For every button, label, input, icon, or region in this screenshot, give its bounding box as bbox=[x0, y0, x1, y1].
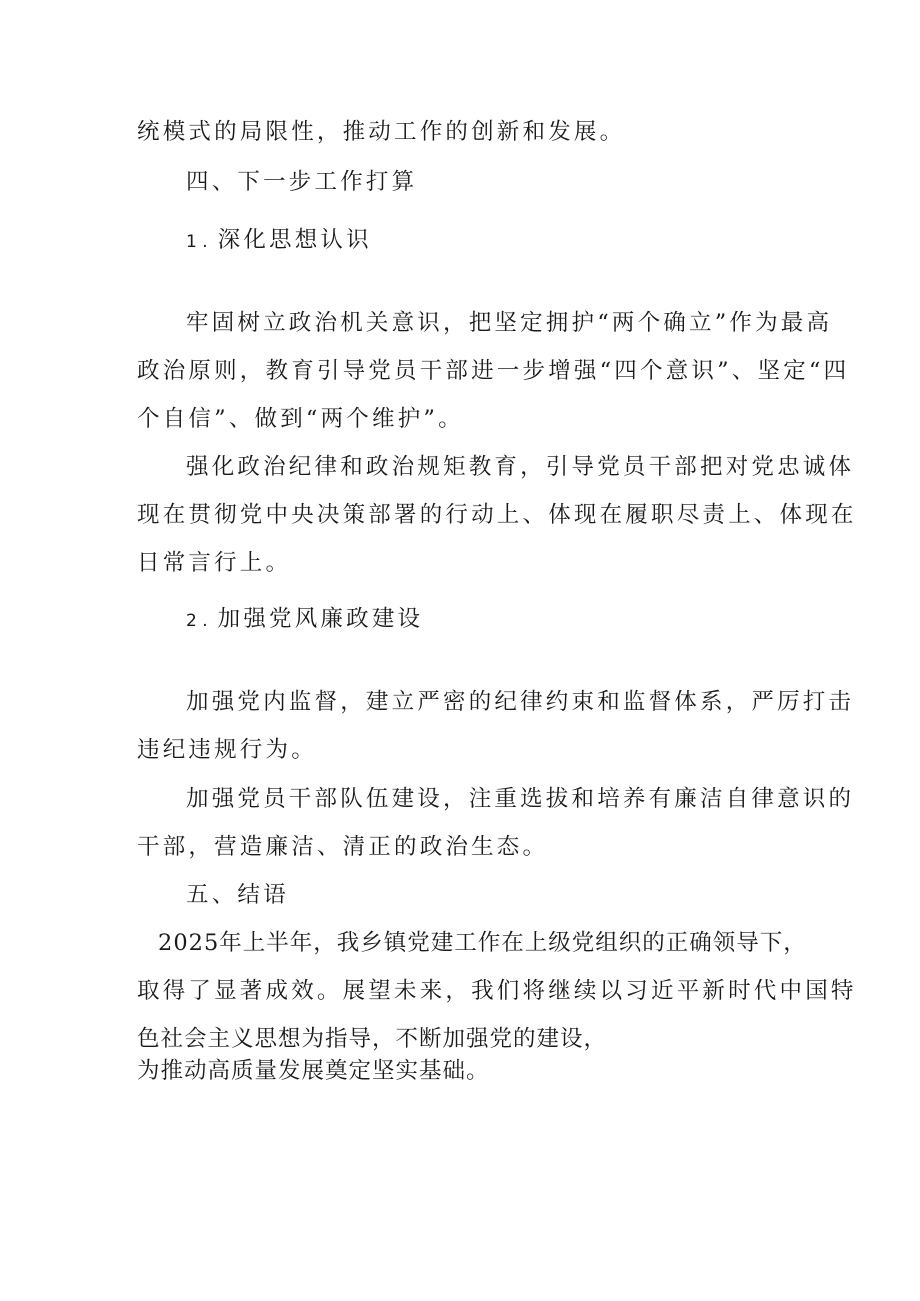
paragraph-line: 现在贯彻党中央决策部署的行动上、体现在履职尽责上、体现在 bbox=[137, 502, 857, 528]
paragraph-line: 强化政治纪律和政治规矩教育，引导党员干部把对党忠诚体 bbox=[186, 454, 855, 480]
paragraph-line: 违纪违规行为。 bbox=[137, 737, 317, 763]
section-heading-conclusion: 五、结语 bbox=[186, 882, 289, 908]
paragraph-line: 色社会主义思想为指导，不断加强党的建设， bbox=[137, 1026, 608, 1052]
item-number: 1 . bbox=[186, 232, 208, 252]
subheading-text: 加强党风廉政建设 bbox=[217, 606, 424, 632]
item-number: 2 . bbox=[186, 611, 208, 631]
paragraph-line: 干部，营造廉洁、清正的政治生态。 bbox=[137, 834, 549, 860]
paragraph-line: 取得了显著成效。展望未来，我们将继续以习近平新时代中国特 bbox=[137, 978, 857, 1004]
subheading-integrity bbox=[186, 603, 423, 637]
paragraph-line: 为推动高质量发展奠定坚实基础。 bbox=[137, 1058, 490, 1084]
paragraph-line: 日常言行上。 bbox=[137, 550, 292, 576]
paragraph-line: 加强党员干部队伍建设，注重选拔和培养有廉洁自律意识的 bbox=[186, 786, 855, 812]
paragraph-line: 个自信”、做到“两个维护”。 bbox=[137, 406, 464, 432]
subheading-text: 深化思想认识 bbox=[217, 227, 372, 253]
paragraph-line: 2025年上半年，我乡镇党建工作在上级党组织的正确领导下， bbox=[158, 930, 807, 956]
paragraph-line: 加强党内监督，建立严密的纪律约束和监督体系，严厉打击 bbox=[186, 689, 855, 715]
subheading-deepen-thinking bbox=[186, 224, 372, 258]
paragraph-line: 统模式的局限性，推动工作的创新和发展。 bbox=[137, 119, 626, 145]
section-heading-next-steps: 四、下一步工作打算 bbox=[186, 169, 418, 195]
paragraph-line: 政治原则，教育引导党员干部进一步增强“四个意识”、坚定“四 bbox=[137, 358, 850, 384]
paragraph-line: 牢固树立政治机关意识，把坚定拥护“两个确立”作为最高 bbox=[186, 310, 833, 336]
